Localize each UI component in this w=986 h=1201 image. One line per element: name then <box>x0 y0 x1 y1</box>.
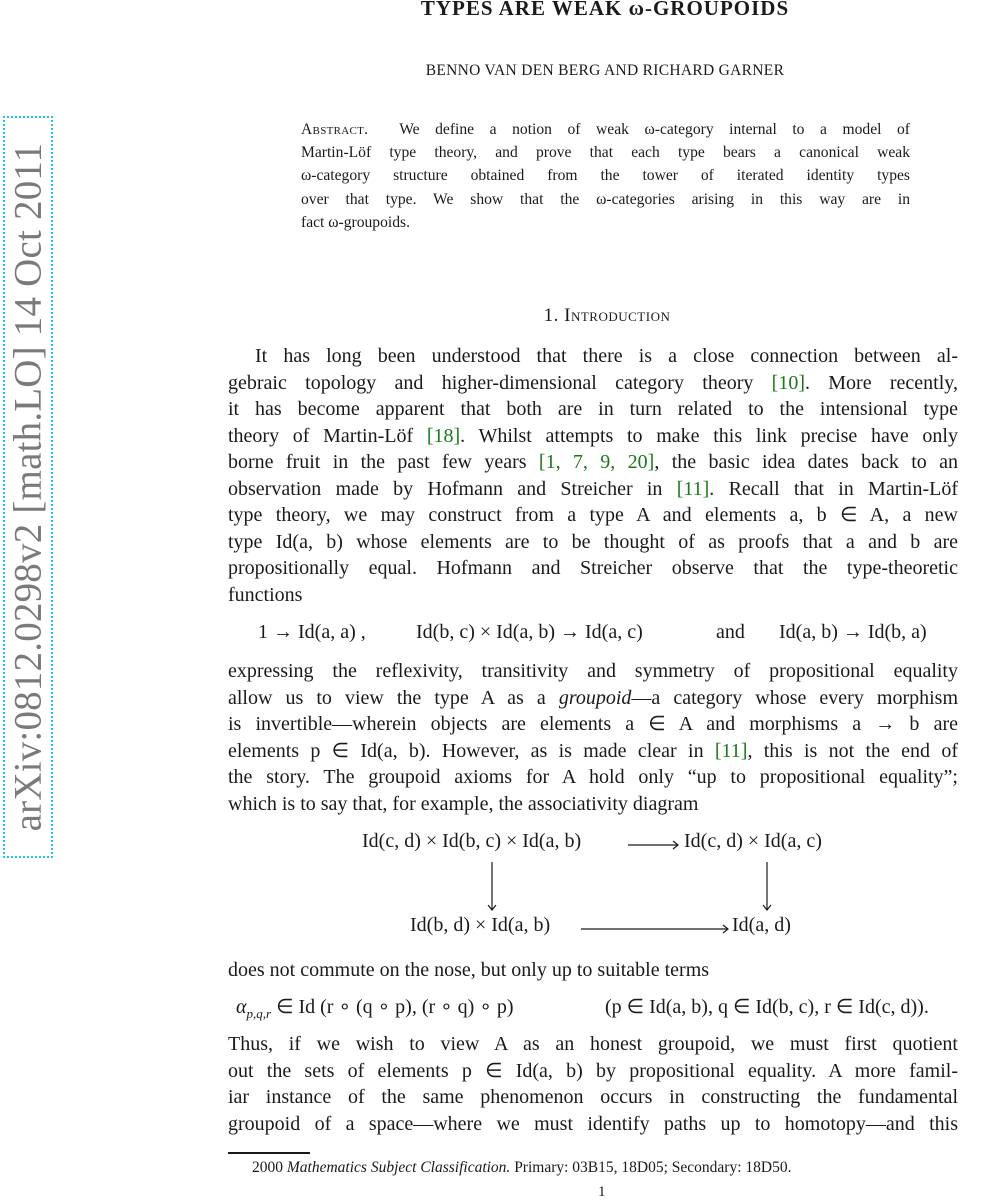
diagram-node-bottom-left: Id(b, d) × Id(a, b) <box>410 914 551 936</box>
text-span: , this is not the end of <box>747 739 959 762</box>
diagram-node-top-right: Id(c, d) × Id(a, c) <box>684 830 822 852</box>
text-line: out the sets of elements p ∈ Id(a, b) by propositional equality. A more famil- <box>228 1059 958 1082</box>
abstract-line: fact ω-groupoids. <box>301 213 410 231</box>
paragraph-quotient <box>228 1031 958 1137</box>
equation-condition: (p ∈ Id(a, b), q ∈ Id(b, c), r ∈ Id(c, d)). <box>605 996 929 1018</box>
equation-body: ∈ Id (r ∘ (q ∘ p), (r ∘ q) ∘ p) <box>271 996 514 1018</box>
citation-link[interactable]: [18] <box>426 424 461 447</box>
text-line: Thus, if we wish to view A as an honest groupoid, we must first quotient <box>228 1033 958 1055</box>
paper-title: TYPES ARE WEAK ω-GROUPOIDS <box>420 0 790 20</box>
abstract-line: We define a notion of weak ω-category internal to a model of <box>399 121 910 138</box>
equation-reflexivity: 1 → Id(a, a) , <box>258 621 366 643</box>
citation-link[interactable]: [11] <box>714 739 748 762</box>
abstract-line: Martin-Löf type theory, and prove that each type bears a canonical weak <box>301 144 910 162</box>
paper-authors: BENNO VAN DEN BERG AND RICHARD GARNER <box>425 62 785 79</box>
text-span: —a category whose every morphism <box>631 686 959 709</box>
text-line: is invertible—wherein objects are elements a ∈ A and morphisms a → b are <box>228 713 958 735</box>
text-line: which is to say that, for example, the associativity diagram <box>228 792 699 815</box>
footnote-label: Mathematics Subject Classification. <box>286 1159 511 1176</box>
abstract-line: over that type. We show that the ω-categories arising in this way are in <box>301 190 910 208</box>
equation-symmetry: Id(a, b) → Id(b, a) <box>779 621 927 643</box>
section-heading <box>228 305 986 327</box>
text-line: type theory, we may construct from a type A and elements a, b ∈ A, a new <box>228 504 958 526</box>
footnote-year: 2000 <box>252 1159 283 1176</box>
footnote-divider <box>228 1152 310 1154</box>
alpha-symbol: α <box>236 996 247 1018</box>
diagram-node-bottom-right: Id(a, d) <box>732 914 791 936</box>
page-number: 1 <box>598 1184 606 1200</box>
text-span: . Recall that in Martin-Löf <box>709 477 959 500</box>
text-line: it has become apparent that both are in turn related to the intensional type <box>228 398 958 420</box>
text-line: propositionally equal. Hofmann and Streicher observe that the type-theoretic <box>228 557 958 579</box>
citation-link[interactable]: [10] <box>771 371 805 394</box>
text-line: does not commute on the nose, but only up to suitable terms <box>228 959 710 981</box>
text-span: theory of Martin-Löf <box>228 424 427 447</box>
footnote-msc <box>252 1159 791 1177</box>
paragraph-commute <box>228 957 958 984</box>
arxiv-stamp[interactable] <box>3 116 53 858</box>
text-span: . Whilst attempts to make this link precise have only <box>460 424 958 447</box>
footnote-text: Primary: 03B15, 18D05; Secondary: 18D50. <box>514 1159 792 1176</box>
associativity-diagram <box>360 828 860 948</box>
text-span: , the basic idea dates back to an <box>654 451 958 473</box>
citation-link[interactable]: [1, 7, 9, 20] <box>538 451 655 473</box>
abstract-label: Abstract. <box>301 121 369 138</box>
emphasis-groupoid: groupoid <box>558 686 632 709</box>
text-line: iar instance of the same phenomenon occurs in constructing the fundamental <box>228 1086 958 1108</box>
text-line: the story. The groupoid axioms for A hold only “up to propositional equality”; <box>228 766 958 788</box>
alpha-subscript: p,q,r <box>246 1006 272 1021</box>
diagram-arrows <box>360 828 860 948</box>
equation-connector: and <box>716 621 745 643</box>
text-span: gebraic topology and higher-dimensional category theory <box>228 371 772 394</box>
text-line: expressing the reflexivity, transitivity and symmetry of propositional equality <box>228 660 958 682</box>
text-span: elements p ∈ Id(a, b). However, as is made clear in <box>228 739 715 762</box>
text-span: allow us to view the type A as a <box>228 686 559 709</box>
citation-link[interactable]: [11] <box>676 477 710 500</box>
section-title: Introduction <box>564 305 671 326</box>
paragraph-groupoid <box>228 658 958 817</box>
text-span: . More recently, <box>804 371 958 394</box>
text-line: It has long been understood that there is a close connection between al- <box>255 345 958 367</box>
paragraph-intro <box>228 343 958 608</box>
abstract <box>301 118 910 234</box>
text-line: functions <box>228 583 303 606</box>
text-span: observation made by Hofmann and Streicher in <box>228 477 677 500</box>
equation-associator <box>236 994 514 1022</box>
section-number: 1. <box>543 305 559 326</box>
diagram-node-top-left: Id(c, d) × Id(b, c) × Id(a, b) <box>362 830 582 852</box>
text-line: type Id(a, b) whose elements are to be thought of as proofs that a and b are <box>228 530 958 553</box>
text-line: groupoid of a space—where we must identify paths up to homotopy—and this <box>228 1112 958 1135</box>
equation-transitivity: Id(b, c) × Id(a, b) → Id(a, c) <box>416 621 643 643</box>
abstract-line: ω-category structure obtained from the tower of iterated identity types <box>301 167 910 185</box>
arxiv-identifier[interactable]: arXiv:0812.0298v2 [math.LO] 14 Oct 2011 <box>6 142 50 832</box>
text-span: borne fruit in the past few years <box>228 451 539 473</box>
